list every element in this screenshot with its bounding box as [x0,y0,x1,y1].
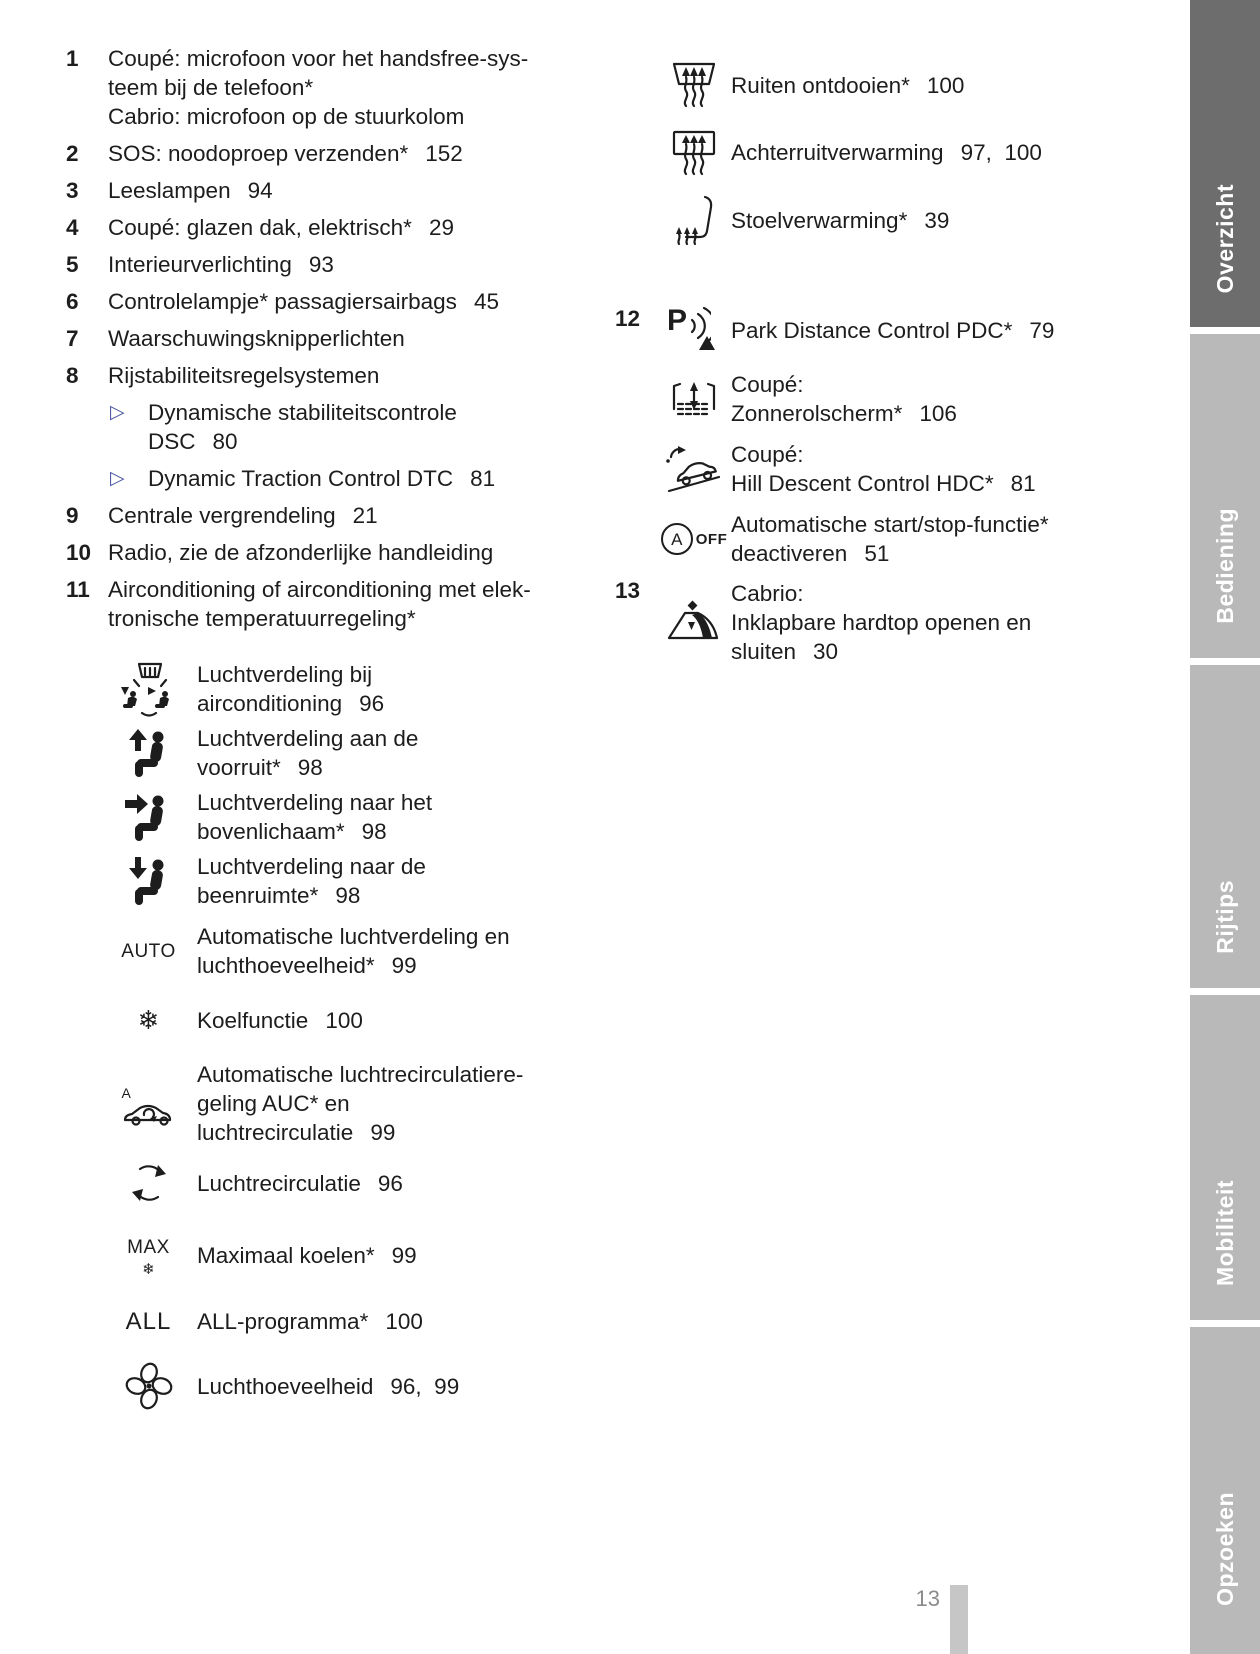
fan-icon [100,1361,197,1411]
triangle-bullet-icon: ▷ [110,402,125,423]
item-text: Luchtverdeling naar de [197,854,426,879]
list-item [66,213,601,242]
item-text: Luchtrecirculatie [197,1170,361,1196]
sun-blind-icon [657,377,731,421]
item-text: teem bij de telefoon* [108,75,314,100]
circled-a-label: A [661,523,693,555]
legend-row [615,438,1190,500]
tab-bediening[interactable] [1190,334,1260,658]
auto-label-icon: AUTO [121,940,176,962]
item-text: Cabrio: [731,580,804,606]
airflow-footwell-icon [100,855,197,907]
legend-row [100,1229,600,1281]
item-text: airconditioning [197,691,343,716]
item-number: 2 [66,141,79,166]
item-text: Stoelverwarming* [731,207,908,233]
item-number: 10 [66,540,92,565]
tab-label: Opzoeken [1211,1492,1238,1606]
retractable-hardtop-icon [657,600,731,644]
legend-row [615,128,1190,176]
item-number: 5 [66,252,79,277]
page-reference: 79 [1029,317,1055,343]
page-reference: 99 [391,953,417,978]
legend-row [615,368,1190,430]
item-number: 3 [66,178,79,203]
item-text: DSC [148,429,196,454]
page-reference: 96 [377,1170,403,1196]
page-reference: 21 [352,503,378,528]
page-reference: 93 [308,252,334,277]
sub-list-item [110,398,601,456]
sub-list-item [110,464,601,493]
item-text: Coupé: microfoon voor het handsfree-sys- [108,46,529,71]
item-text: sluiten [731,638,797,664]
list-item [66,361,601,390]
list-item [66,287,601,316]
item-text: Radio, zie de afzonderlijke handleiding [108,540,494,565]
right-legend-list [615,60,1190,668]
page-reference: 81 [1010,471,1036,496]
list-item [66,538,601,567]
legend-row [100,852,600,910]
item-number: 12 [615,306,641,331]
tab-label: Rijtips [1211,880,1238,954]
item-number: 6 [66,289,79,314]
tab-overzicht[interactable] [1190,0,1260,327]
item-number: 9 [66,503,79,528]
list-item [66,324,601,353]
item-number: 4 [66,215,79,240]
item-text: Coupé: [731,442,804,467]
item-text: SOS: noodoproep verzenden* [108,141,409,166]
item-text: Waarschuwingsknipperlichten [108,326,405,351]
page-reference: 99 [391,1242,417,1268]
item-text: ALL-programma* [197,1308,369,1334]
item-text: bovenlichaam* [197,819,345,844]
item-text: Rijstabiliteitsregelsystemen [108,363,380,388]
list-item [66,250,601,279]
tab-label: Bediening [1211,508,1238,624]
item-text: Hill Descent Control HDC* [731,471,994,496]
item-text: Zonnerolscherm* [731,401,903,426]
legend-row [100,1361,600,1411]
item-text: Dynamic Traction Control DTC [148,466,454,491]
park-distance-control-icon [663,304,725,356]
airflow-upper-body-icon [100,791,197,843]
page-reference: 30 [813,638,839,664]
rear-window-heating-icon [657,128,731,176]
max-cooling-icon [100,1233,197,1277]
item-text: Automatische luchtverdeling en [197,924,510,949]
triangle-bullet-icon: ▷ [110,468,125,489]
page-reference: 80 [212,429,238,454]
item-text: luchthoeveelheid* [197,953,375,978]
legend-row [615,304,1190,356]
legend-row [100,1155,600,1211]
page-reference: 29 [428,215,454,240]
air-distribution-aircon-icon [100,661,197,717]
legend-row [615,60,1190,110]
item-text: Inklapbare hardtop openen en [731,609,1032,635]
list-item [66,575,601,633]
tab-label: Mobiliteit [1211,1180,1238,1286]
page-reference: 100 [926,72,965,98]
item-text: Luchtverdeling aan de [197,726,419,751]
item-text: Coupé: glazen dak, elektrisch* [108,215,412,240]
legend-row [615,508,1190,570]
page-reference: 152 [425,141,463,166]
page-reference: 98 [297,755,323,780]
page-reference: 100 [325,1007,363,1033]
legend-row [100,994,600,1046]
list-item [66,176,601,205]
item-text: Ruiten ontdooien* [731,72,910,98]
pdc-p-label: P [667,304,688,337]
item-text: geling AUC* en [197,1091,350,1116]
item-text: Achterruitverwarming [731,139,944,165]
snowflake-icon: ❄ [137,1005,160,1035]
page-number: 13 [915,1586,940,1611]
list-item [66,44,601,131]
windshield-defrost-icon [657,60,731,110]
item-text: Cabrio: microfoon op de stuurkolom [108,104,465,129]
tab-rijtips[interactable] [1190,665,1260,988]
off-label: OFF [695,530,728,548]
item-text: Automatische luchtrecirculatiere- [197,1062,524,1087]
page-reference: 39 [924,207,950,233]
item-text: Luchtverdeling naar het [197,790,433,815]
page-reference: 45 [473,289,499,314]
climate-legend-list [100,660,600,1419]
seat-heating-icon [657,194,731,246]
item-number: 1 [66,46,79,71]
item-text: Leeslampen [108,178,231,203]
page-reference: 98 [361,819,387,844]
legend-row [615,194,1190,246]
legend-list [66,44,601,641]
page-reference: 97, 100 [960,139,1042,165]
page-reference: 98 [335,883,361,908]
legend-row [100,660,600,718]
item-text: Maximaal koelen* [197,1242,375,1268]
page-reference: 81 [470,466,496,491]
list-item [66,139,601,168]
tab-label: Overzicht [1211,183,1238,293]
page-reference: 106 [919,401,957,426]
legend-row [100,788,600,846]
footer-bar [950,1585,968,1654]
tab-mobiliteit[interactable] [1190,995,1260,1320]
item-text: Centrale vergrendeling [108,503,336,528]
legend-row [100,1297,600,1345]
air-recirculation-icon [100,1160,197,1206]
item-text: Koelfunctie [197,1007,309,1033]
item-text: Controlelampje* passagiersairbags [108,289,457,314]
item-number: 11 [66,577,90,602]
item-text: deactiveren [731,541,848,566]
legend-row [100,724,600,782]
item-number: 8 [66,363,79,388]
max-label: MAX [127,1237,170,1258]
page-reference: 94 [247,178,273,203]
auc-a-label: A [121,1084,131,1101]
item-text: Coupé: [731,372,804,397]
page-reference: 96 [359,691,385,716]
auto-start-stop-off-icon [661,523,728,555]
item-text: Luchtverdeling bij [197,662,373,687]
item-text: tronische temperatuurregeling* [108,606,416,631]
auc-car-icon [120,1081,178,1127]
legend-row [100,922,600,980]
page-reference: 99 [370,1120,396,1145]
legend-row [100,1060,600,1147]
list-item [66,501,601,530]
page-reference: 96, 99 [390,1373,460,1399]
item-text: Automatische start/stop-functie* [731,512,1049,537]
item-text: Dynamische stabiliteitscontrole [148,400,457,425]
tab-opzoeken[interactable] [1190,1327,1260,1654]
item-number: 13 [615,578,641,603]
item-text: Luchthoeveelheid [197,1373,374,1399]
item-text: Park Distance Control PDC* [731,317,1013,343]
page-reference: 100 [385,1308,423,1334]
hill-descent-control-icon [657,445,731,493]
page-reference: 51 [864,541,890,566]
item-text: Interieurverlichting [108,252,292,277]
item-text: beenruimte* [197,883,319,908]
item-text: luchtrecirculatie [197,1120,354,1145]
item-text: voorruit* [197,755,281,780]
item-text: Airconditioning of airconditioning met elek- [108,577,531,602]
snowflake-small-icon: ❄ [142,1261,155,1278]
item-number: 7 [66,326,79,351]
all-program-icon: ALL [125,1307,172,1335]
legend-row [615,576,1190,668]
airflow-windshield-icon [100,727,197,779]
